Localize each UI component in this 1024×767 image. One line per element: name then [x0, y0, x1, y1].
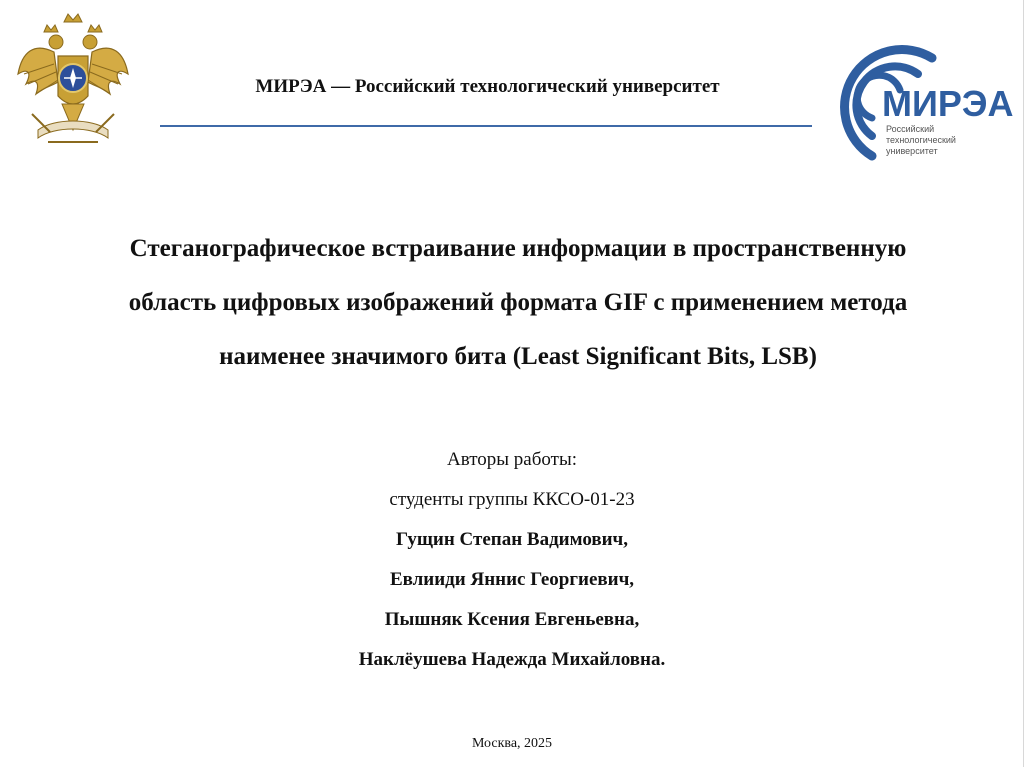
footer-place-year: Москва, 2025	[471, 736, 553, 751]
author-name: Пышняк Ксения Евгеньевна,	[384, 609, 640, 630]
eagle-emblem-icon	[14, 12, 132, 154]
logo-subtitle-line-3: университет	[886, 146, 938, 156]
author-name: Евлииди Яннис Георгиевич,	[389, 569, 635, 590]
author-name: Наклёушева Надежда Михайловна.	[358, 649, 666, 670]
university-header-title: МИРЭА — Российский технологический университет	[255, 76, 720, 97]
paper-title	[38, 222, 998, 384]
logo-subtitle-line-2: технологический	[886, 135, 956, 145]
authors-block	[212, 440, 812, 680]
mirea-logo-icon	[808, 38, 1018, 168]
logo-brand-text: МИРЭА	[882, 83, 1014, 124]
student-group: студенты группы ККСО-01-23	[389, 489, 635, 510]
paper-title-line-3: наименее значимого бита (Least Significant Bits, LSB)	[219, 343, 817, 370]
paper-title-line-1: Стеганографическое встраивание информации в пространственную	[129, 235, 907, 262]
logo-subtitle-line-1: Российский	[886, 124, 935, 134]
authors-heading: Авторы работы:	[447, 449, 577, 470]
paper-title-line-2: область цифровых изображений формата GIF с применением метода	[128, 289, 908, 316]
author-name: Гущин Степан Вадимович,	[395, 529, 629, 550]
header-divider	[160, 125, 812, 127]
